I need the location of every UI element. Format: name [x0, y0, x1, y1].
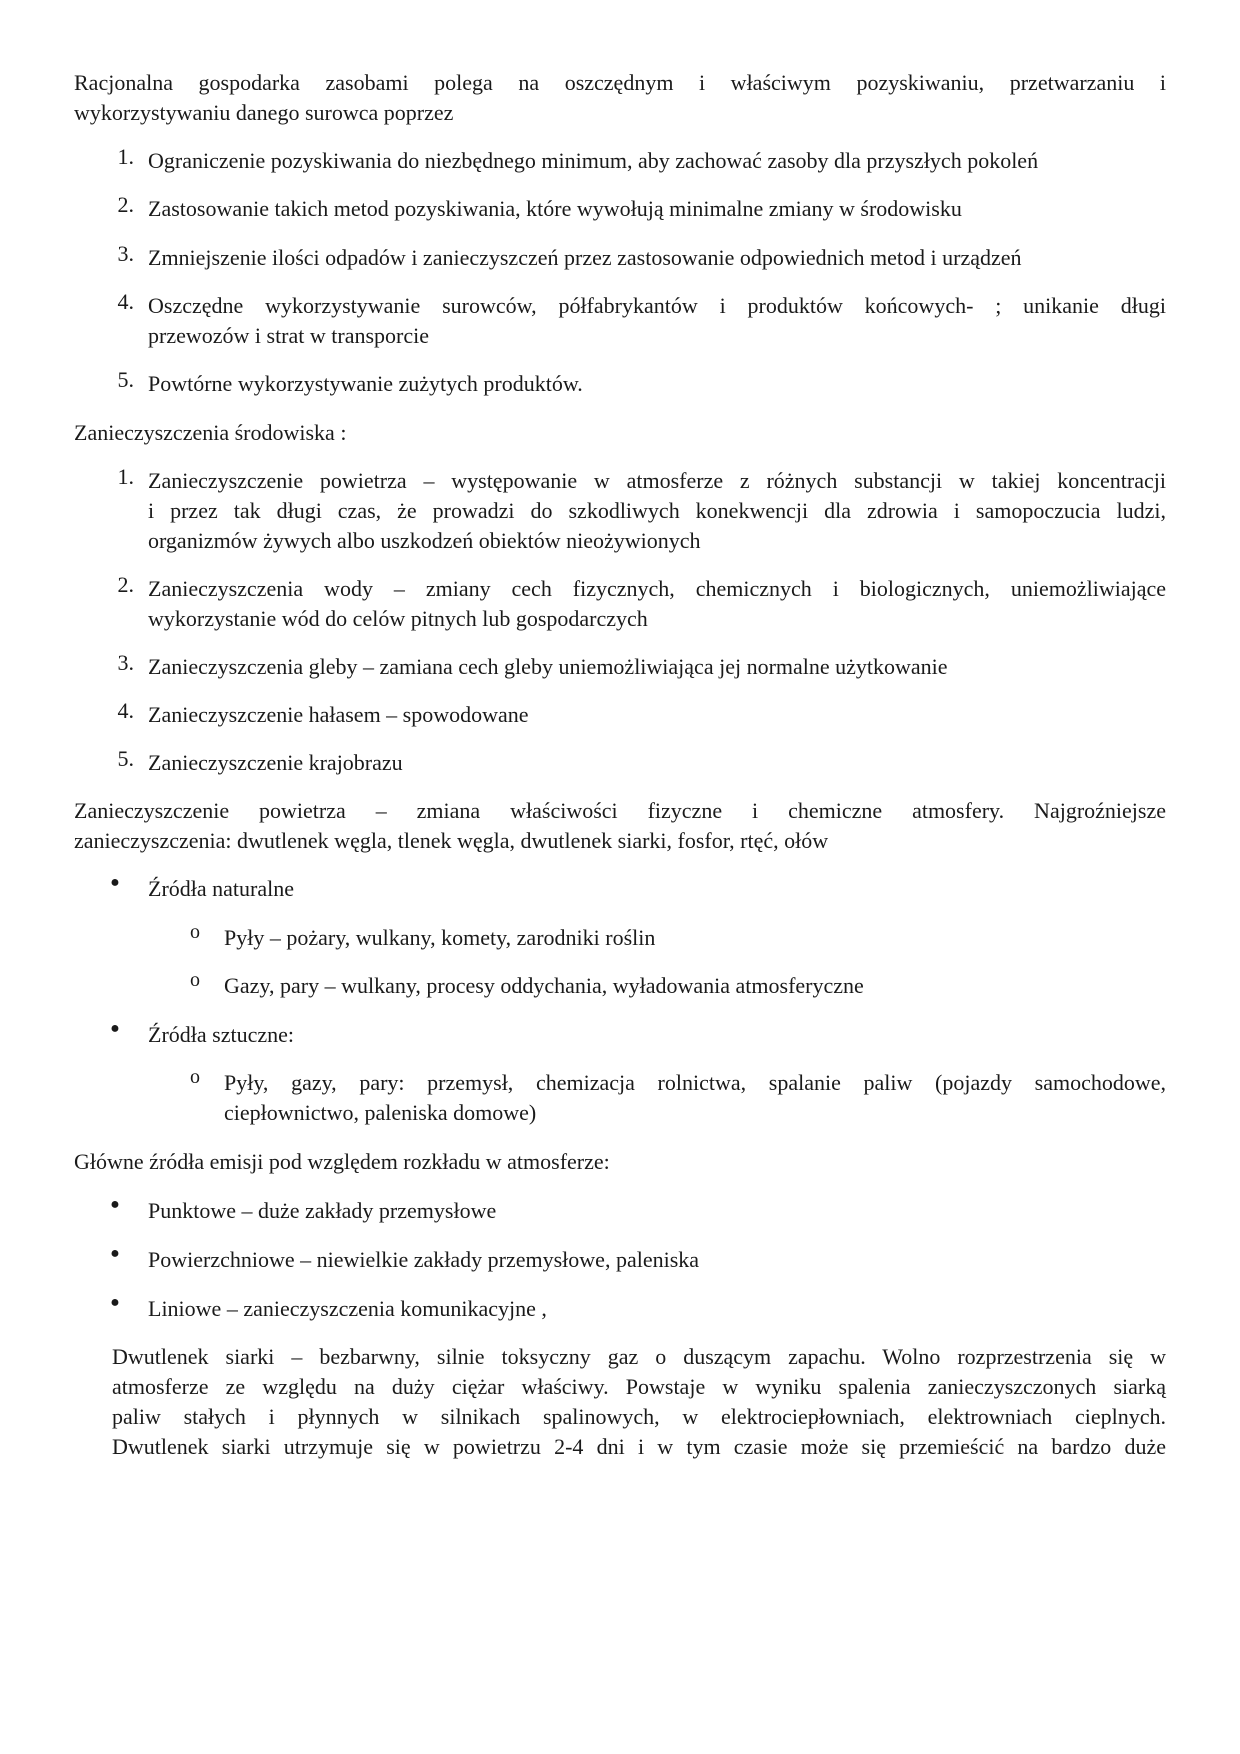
- section-heading-pollution: Zanieczyszczenia środowiska :: [74, 420, 347, 445]
- list-number: 1.: [117, 464, 134, 489]
- list-item-text-cont: i przez tak długi czas, że prowadzi do szkodliwych konekwencji dla zdrowia i samopoczucia ludzi,: [148, 498, 1166, 523]
- list-item-text: Ograniczenie pozyskiwania do niezbędnego minimum, aby zachować zasoby dla przyszłych pokoleń: [148, 148, 1039, 173]
- list-item-text-cont: wykorzystanie wód do celów pitnych lub gospodarczych: [148, 606, 648, 631]
- list-item-text: Zanieczyszczenie krajobrazu: [148, 750, 403, 775]
- list-number: 2.: [117, 192, 134, 217]
- section-heading-emission: Główne źródła emisji pod względem rozkładu w atmosferze:: [74, 1149, 610, 1174]
- paragraph-line: Dwutlenek siarki utrzymuje się w powietrzu 2-4 dni i w tym czasie może się przemieścić na bardzo duże: [112, 1434, 1166, 1459]
- list-item-text-cont: organizmów żywych albo uszkodzeń obiektów nieożywionych: [148, 528, 701, 553]
- list-number: 2.: [117, 572, 134, 597]
- paragraph-line: zanieczyszczenia: dwutlenek węgla, tlenek węgla, dwutlenek siarki, fosfor, rtęć, ołów: [74, 828, 829, 853]
- bullet-icon: ●: [110, 1020, 120, 1037]
- list-number: 5.: [117, 367, 134, 392]
- paragraph-line: Dwutlenek siarki – bezbarwny, silnie toksyczny gaz o duszącym zapachu. Wolno rozprzestrzenia się w: [112, 1344, 1166, 1369]
- bullet-icon: ●: [110, 1196, 120, 1213]
- bullet-item-text: Punktowe – duże zakłady przemysłowe: [148, 1198, 497, 1223]
- list-number: 3.: [117, 650, 134, 675]
- bullet-icon: ●: [110, 1294, 120, 1311]
- sub-bullet-item-text: Pyły, gazy, pary: przemysł, chemizacja rolnictwa, spalanie paliw (pojazdy samochodowe,: [224, 1070, 1166, 1095]
- list-number: 1.: [117, 144, 134, 169]
- sub-bullet-item-text-cont: ciepłownictwo, paleniska domowe): [224, 1100, 537, 1125]
- sub-bullet-item-text: Gazy, pary – wulkany, procesy oddychania, wyładowania atmosferyczne: [224, 973, 864, 998]
- bullet-item-text: Źródła naturalne: [148, 876, 294, 901]
- circle-bullet-icon: o: [190, 921, 200, 943]
- circle-bullet-icon: o: [190, 1066, 200, 1088]
- intro-line-2: wykorzystywaniu danego surowca poprzez: [74, 100, 454, 125]
- list-number: 3.: [117, 241, 134, 266]
- list-item-text: Zastosowanie takich metod pozyskiwania, które wywołują minimalne zmiany w środowisku: [148, 196, 962, 221]
- paragraph-line: atmosferze ze względu na duży ciężar właściwy. Powstaje w wyniku spalenia zanieczyszczonych siarką: [112, 1374, 1166, 1399]
- bullet-icon: ●: [110, 874, 120, 891]
- bullet-item-text: Źródła sztuczne:: [148, 1022, 294, 1047]
- list-item-text: Zanieczyszczenie powietrza – występowanie w atmosferze z różnych substancji w takiej koncentracji: [148, 468, 1166, 493]
- paragraph-line: Zanieczyszczenie powietrza – zmiana właściwości fizyczne i chemiczne atmosfery. Najgroźniejsze: [74, 798, 1166, 823]
- bullet-item-text: Powierzchniowe – niewielkie zakłady przemysłowe, paleniska: [148, 1247, 700, 1272]
- list-item-text: Zanieczyszczenia wody – zmiany cech fizycznych, chemicznych i biologicznych, uniemożliwiające: [148, 576, 1166, 601]
- list-number: 4.: [117, 698, 134, 723]
- list-item-text-cont: przewozów i strat w transporcie: [148, 323, 430, 348]
- list-item-text: Powtórne wykorzystywanie zużytych produktów.: [148, 371, 583, 396]
- list-item-text: Zmniejszenie ilości odpadów i zanieczyszczeń przez zastosowanie odpowiednich metod i urządzeń: [148, 245, 1022, 270]
- list-number: 5.: [117, 746, 134, 771]
- paragraph-line: paliw stałych i płynnych w silnikach spalinowych, w elektrociepłowniach, elektrowniach cieplnych.: [112, 1404, 1166, 1429]
- circle-bullet-icon: o: [190, 969, 200, 991]
- list-number: 4.: [117, 289, 134, 314]
- bullet-item-text: Liniowe – zanieczyszczenia komunikacyjne ,: [148, 1296, 547, 1321]
- list-item-text: Zanieczyszczenia gleby – zamiana cech gleby uniemożliwiająca jej normalne użytkowanie: [148, 654, 948, 679]
- list-item-text: Zanieczyszczenie hałasem – spowodowane: [148, 702, 529, 727]
- list-item-text: Oszczędne wykorzystywanie surowców, półfabrykantów i produktów końcowych- ; unikanie długi: [148, 293, 1166, 318]
- intro-line-1: Racjonalna gospodarka zasobami polega na oszczędnym i właściwym pozyskiwaniu, przetwarzaniu i: [74, 70, 1166, 95]
- bullet-icon: ●: [110, 1245, 120, 1262]
- sub-bullet-item-text: Pyły – pożary, wulkany, komety, zarodniki roślin: [224, 925, 656, 950]
